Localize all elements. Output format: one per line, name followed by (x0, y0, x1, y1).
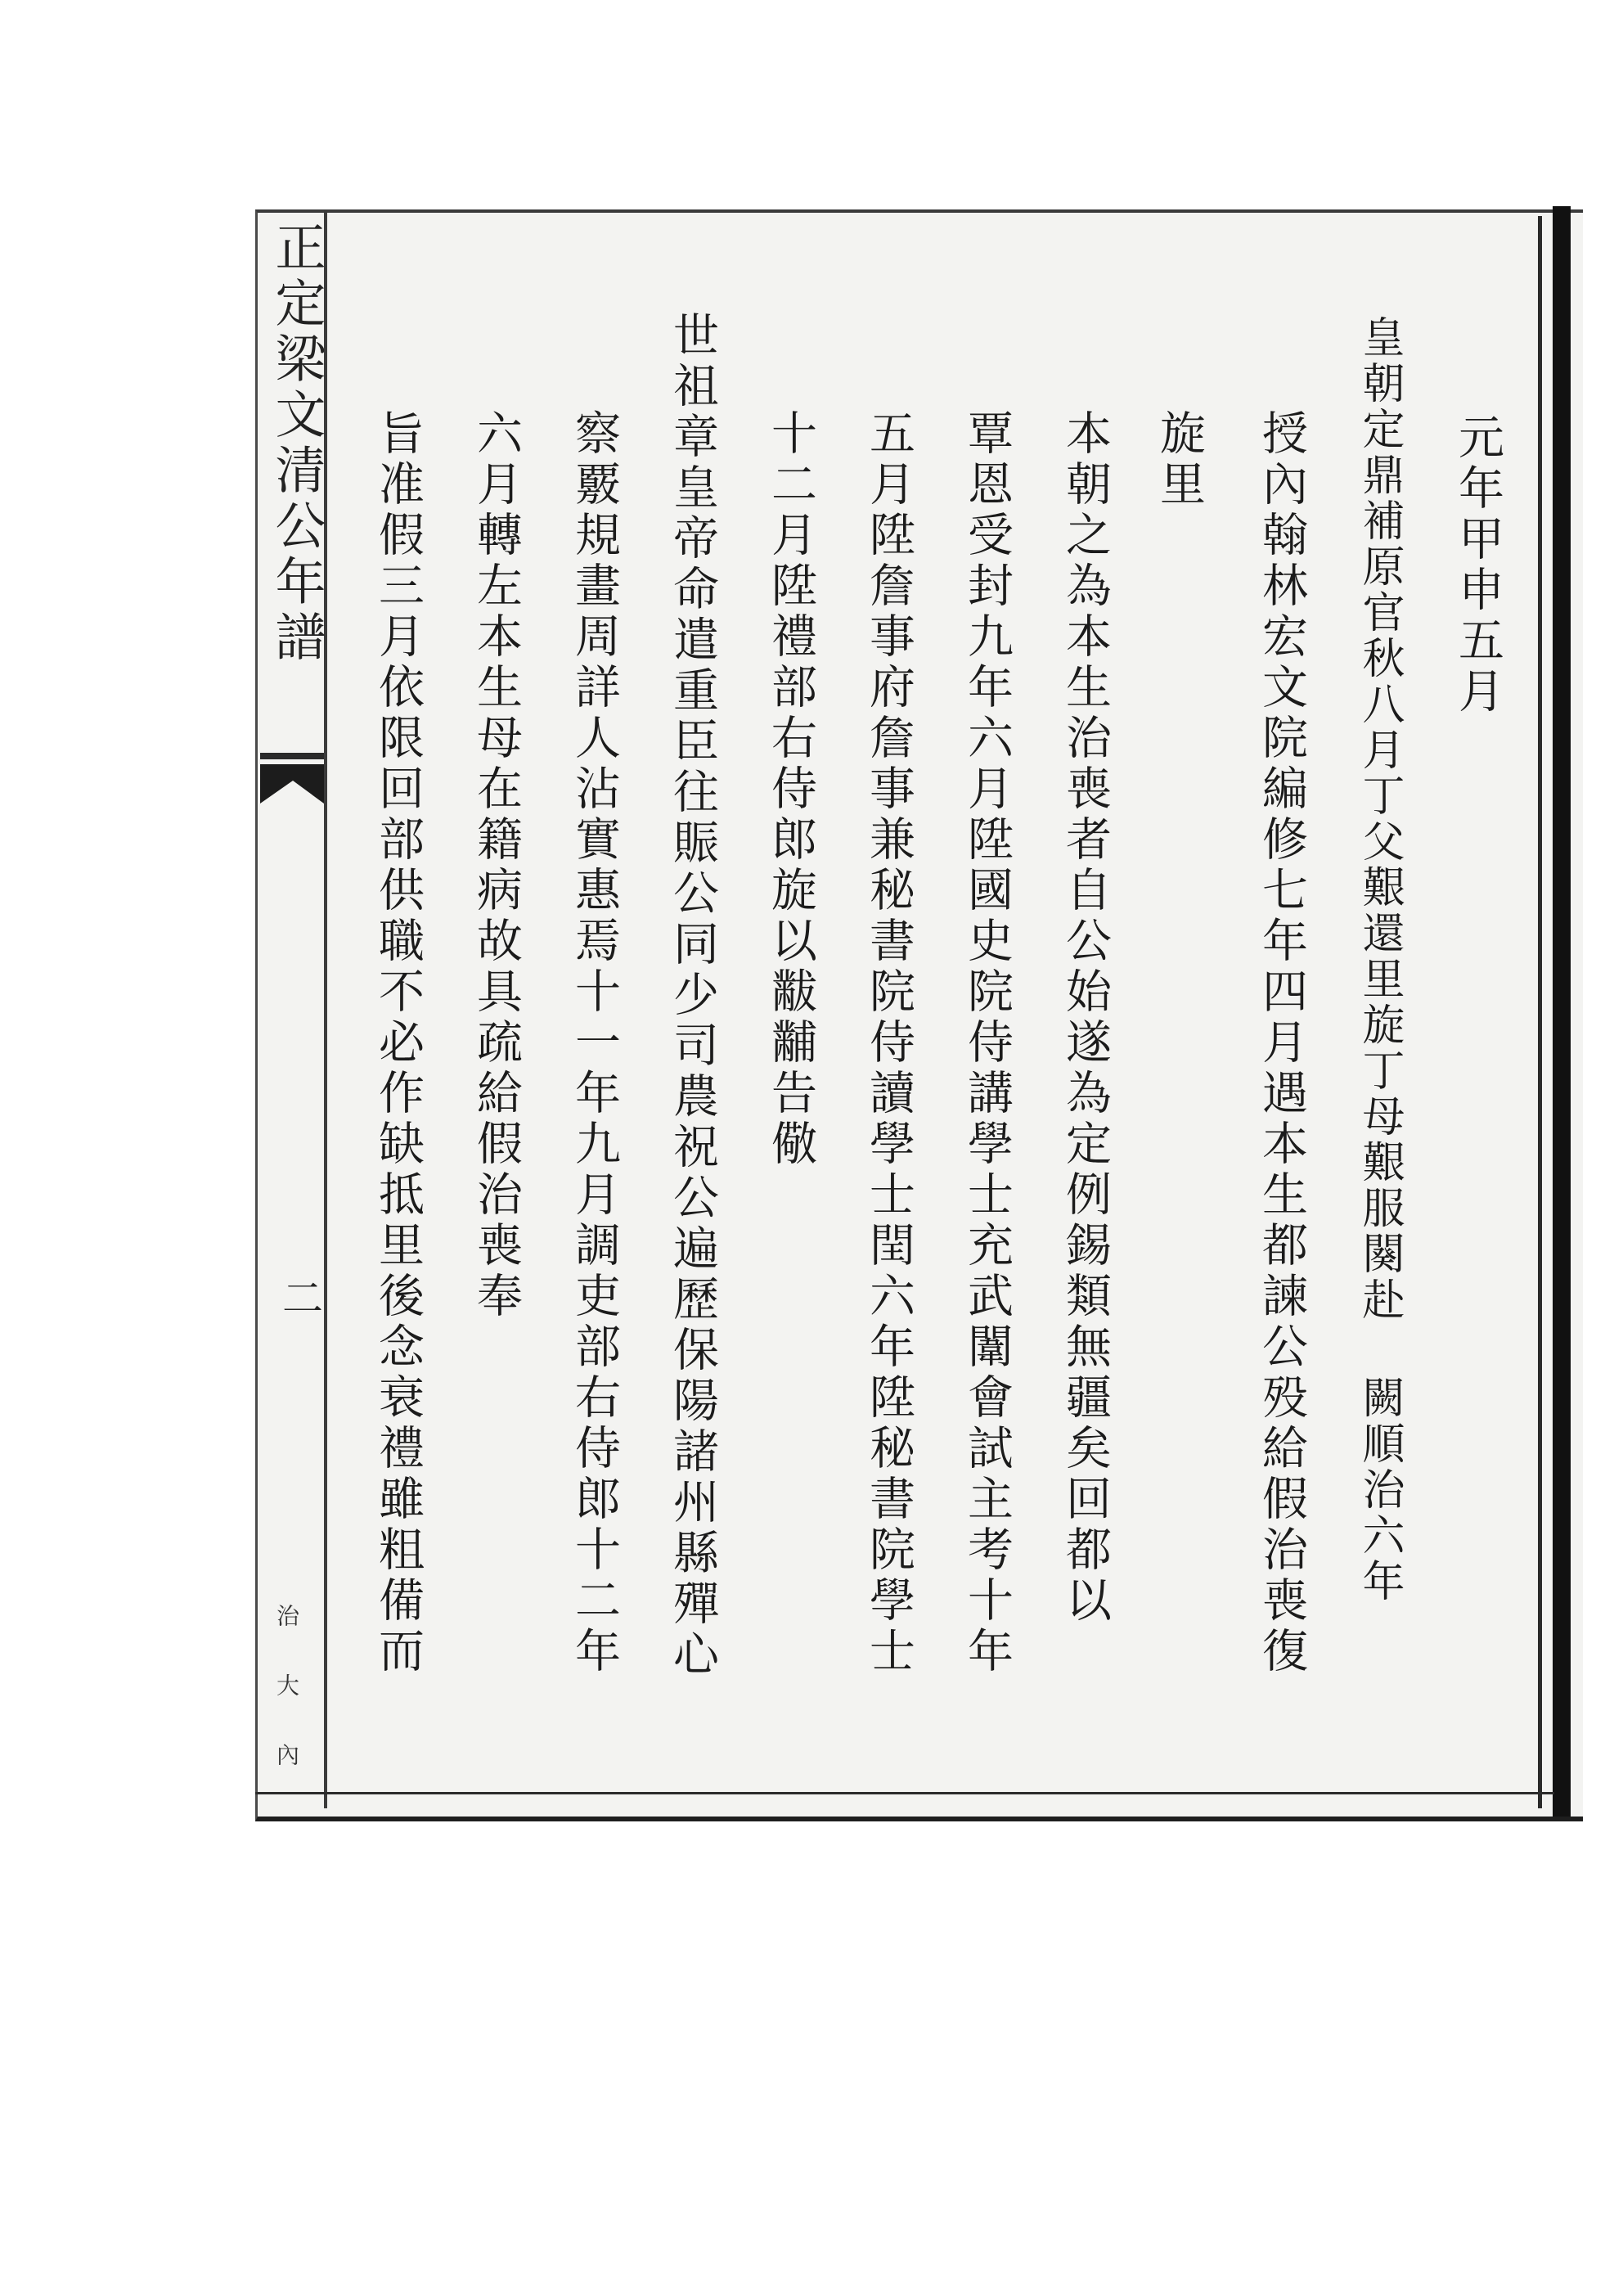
text-column-8: 十二月陞禮部右侍郎旋以黻黼告儆 (764, 409, 817, 1170)
leaf-number: 二 (276, 1276, 323, 1317)
text-column-7: 五月陞詹事府詹事兼秘書院侍讀學士閏六年陞秘書院學士 (862, 409, 915, 1677)
frame-right-border (1553, 206, 1571, 1817)
text-column-6: 覃恩受封九年六月陞國史院侍講學士充武闈會試主考十年 (960, 409, 1014, 1677)
text-column-3: 授內翰林宏文院編修七年四月遇本生都諫公殁給假治喪復 (1255, 409, 1308, 1677)
text-column-5: 本朝之為本生治喪者自公始遂為定例錫類無疆矣回都以 (1059, 409, 1112, 1627)
fish-tail-mark (260, 753, 324, 810)
text-column-12: 旨准假三月依限回部供職不必作缺抵里後念衰禮雖粗備而 (371, 409, 425, 1677)
spine-footnote: 治 大 內 (273, 1604, 300, 1776)
frame-bottom-rule (255, 1792, 1554, 1794)
frame-inner-rule (1538, 216, 1542, 1808)
text-column-1: 元年甲申五月 (1451, 413, 1504, 718)
text-column-9: 世祖章皇帝命遣重臣往賑公同少司農祝公遍歷保陽諸州縣殫心 (666, 311, 719, 1681)
text-column-10: 察覈規畫周詳人沾實惠焉十一年九月調吏部右侍郎十二年 (568, 409, 621, 1677)
spine-title: 正定梁文清公年譜 (267, 221, 326, 666)
text-column-2: 皇朝定鼎補原官秋八月丁父艱還里旋丁母艱服闋赴 闕順治六年 (1355, 315, 1404, 1605)
text-column-4: 旋里 (1153, 409, 1206, 511)
text-column-11: 六月轉左本生母在籍病故具疏給假治喪奉 (470, 409, 523, 1322)
